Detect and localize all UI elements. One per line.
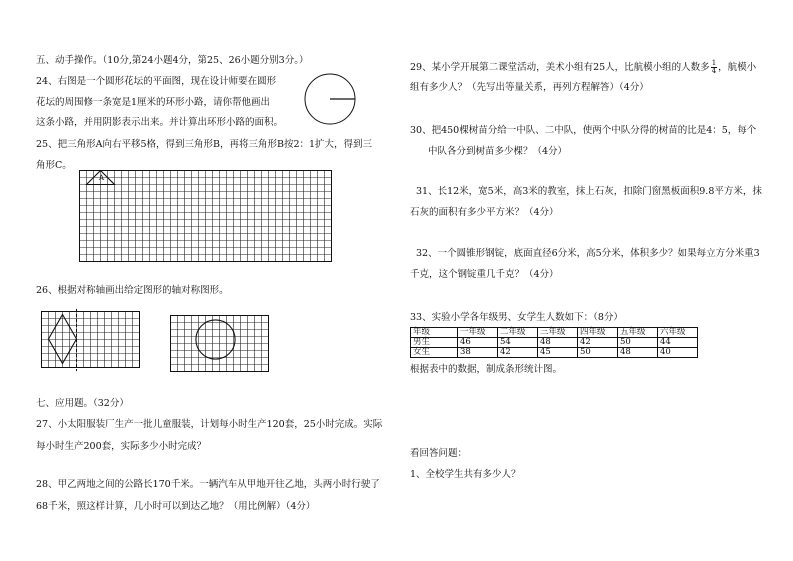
translation-grid bbox=[79, 170, 332, 263]
table-cell: 42 bbox=[498, 348, 538, 358]
question-28-line2: 68千米，照这样计算，几小时可以到达乙地？（用比例解）（4分） bbox=[36, 501, 316, 512]
question-29-line2: 组有多少人？（先写出等量关系，再列方程解答）（4分） bbox=[410, 82, 649, 93]
table-cell: 男生 bbox=[411, 338, 458, 348]
question-26: 26、根据对称轴画出给定图形的轴对称图形。 bbox=[36, 285, 229, 296]
table-header-cell: 三年级 bbox=[538, 328, 578, 338]
table-cell: 44 bbox=[658, 338, 698, 348]
table-cell: 45 bbox=[538, 348, 578, 358]
student-count-table bbox=[410, 327, 698, 358]
table-cell: 48 bbox=[618, 348, 658, 358]
table-cell: 50 bbox=[578, 348, 618, 358]
table-header-row bbox=[411, 328, 698, 338]
question-27-line1: 27、小太阳服装厂生产一批儿童服装，计划每小时生产120套，25小时完成。实际 bbox=[36, 419, 383, 430]
circle-shape bbox=[196, 320, 235, 359]
question-30-line2: 中队各分到树苗多少棵？（4分） bbox=[428, 146, 568, 157]
table-cell: 46 bbox=[458, 338, 498, 348]
table-cell: 女生 bbox=[411, 348, 458, 358]
question-30-line1: 30、把450棵树苗分给一中队、二中队，使两个中队分得的树苗的比是4：5，每个 bbox=[410, 125, 757, 136]
table-header-cell: 五年级 bbox=[618, 328, 658, 338]
question-29-text-a: 29、某小学开展第二课堂活动，美术小组有25人，比航模小组的人数多 bbox=[410, 62, 710, 73]
table-cell: 50 bbox=[618, 338, 658, 348]
fraction-one-quarter bbox=[711, 60, 717, 75]
table-header-cell: 年级 bbox=[411, 328, 458, 338]
table-row bbox=[411, 338, 698, 348]
question-31-line2: 石灰的面积有多少平方米？（4分） bbox=[410, 207, 559, 218]
table-cell: 38 bbox=[458, 348, 498, 358]
table-header-cell: 六年级 bbox=[658, 328, 698, 338]
table-cell: 40 bbox=[658, 348, 698, 358]
symmetry-grid-diamond bbox=[41, 311, 140, 366]
question-25-line2: 角形C。 bbox=[36, 160, 72, 171]
question-29-text-b: ，航模小 bbox=[718, 62, 757, 73]
fraction-numerator: 1 bbox=[711, 59, 717, 67]
table-header-cell: 一年级 bbox=[458, 328, 498, 338]
table-cell: 42 bbox=[578, 338, 618, 348]
section-7-title: 七、应用题。（32分） bbox=[36, 398, 129, 409]
table-row bbox=[411, 348, 698, 358]
question-32-line2: 千克，这个钢锭重几千克？（4分） bbox=[410, 269, 559, 280]
question-27-line2: 每小时生产200套，实际多少小时完成？ bbox=[36, 441, 207, 452]
table-cell: 54 bbox=[498, 338, 538, 348]
question-29-line1 bbox=[410, 60, 756, 75]
table-header-cell: 二年级 bbox=[498, 328, 538, 338]
answer-question-1: 1、全校学生共有多少人？ bbox=[410, 469, 521, 480]
question-25-line1: 25、把三角形A向右平移5格，得到三角形B，再将三角形B按2：1扩大，得到三 bbox=[36, 139, 373, 150]
section-5-title: 五、动手操作。（10分,第24小题4分，第25、26小题分别3分。） bbox=[36, 55, 309, 66]
table-header-cell: 四年级 bbox=[578, 328, 618, 338]
question-33: 33、实验小学各年级男、女学生人数如下：（8分） bbox=[410, 312, 623, 323]
after-table-instruction: 根据表中的数据，制成条形统计图。 bbox=[410, 364, 563, 375]
question-28-line1: 28、甲乙两地之间的公路长170千米。一辆汽车从甲地开往乙地，头两小时行驶了 bbox=[36, 479, 380, 490]
question-32-line1: 32、一个圆锥形钢锭，底面直径6分米，高5分米，体积多少？如果每立方分米重3 bbox=[416, 248, 760, 259]
answer-title: 看回答问题： bbox=[410, 448, 468, 459]
fraction-denominator: 4 bbox=[711, 67, 717, 75]
question-31-line1: 31、长12米，宽5米，高3米的教室，抹上石灰，扣除门窗黑板面积9.8平方米，抹 bbox=[416, 186, 762, 197]
question-24-line3: 这条小路，并用阴影表示出来。并计算出环形小路的面积。 bbox=[36, 117, 284, 128]
question-24-line1: 24、右图是一个圆形花坛的平面图，现在设计师要在圆形 bbox=[36, 76, 277, 87]
triangle-a-label: A bbox=[99, 174, 105, 182]
symmetry-grid-circle bbox=[170, 315, 269, 370]
table-cell: 48 bbox=[538, 338, 578, 348]
question-24-line2: 花坛的周围修一条宽是1厘米的环形小路，请你帮他画出 bbox=[36, 97, 271, 108]
circle-flowerbed-figure bbox=[303, 72, 359, 128]
